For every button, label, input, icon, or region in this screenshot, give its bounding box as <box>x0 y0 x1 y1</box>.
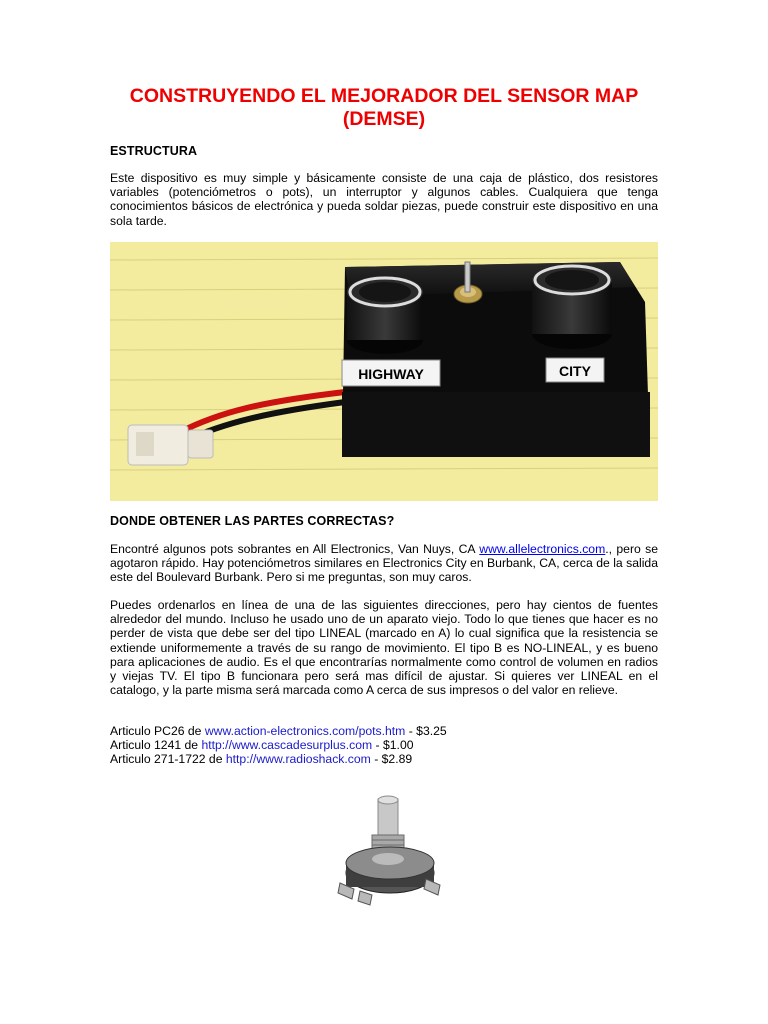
article-2-prefix: Articulo 1241 de <box>110 738 202 752</box>
article-line-3 <box>110 752 412 766</box>
paragraph-encontre-text-b: ., pero se agotaron rápido. Hay potenciómetros similares en Electronics City en Burbank, CA, cerca de la salida este del Boulevard Burbank. Pero si me preguntas, son muy caros. <box>110 542 659 585</box>
article-2-price: - $1.00 <box>372 738 414 752</box>
knob-left <box>347 276 423 354</box>
link-action-electronics[interactable]: www.action-electronics.com/pots.htm <box>204 724 406 738</box>
link-allelectronics[interactable]: www.allelectronics.com <box>479 542 606 556</box>
section-heading-estructura: ESTRUCTURA <box>110 144 198 158</box>
article-line-2 <box>110 738 414 752</box>
potentiometer-photo <box>330 795 450 910</box>
article-line-1 <box>110 724 447 738</box>
page-title: CONSTRUYENDO EL MEJORADOR DEL SENSOR MAP (DEMSE) <box>129 85 639 130</box>
article-1-prefix: Articulo PC26 de <box>110 724 205 738</box>
paragraph-encontre <box>110 542 658 585</box>
article-1-price: - $3.25 <box>405 724 447 738</box>
label-highway: HIGHWAY <box>358 366 424 382</box>
link-radioshack[interactable]: http://www.radioshack.com <box>225 752 371 766</box>
article-3-price: - $2.89 <box>370 752 413 766</box>
label-city: CITY <box>559 363 591 379</box>
paragraph-ordenar: Puedes ordenarlos en línea de una de las siguientes direcciones, pero hay cientos de fuentes alrededor del mundo. Incluso he usado uno de un aparato viejo. Todo lo que tienes que hacer es no perder de vista que debe ser del tipo LINEAL (marcado en A) lo cual significa que la resistencia se extiende uniformemente a través de su rango de movimiento. El tipo B es NO-LINEAL, y es bueno para aplicaciones de audio. Es el que encontrarías normalmente como control de volumen en radios y viejas TV. El tipo B funcionara pero será mas difícil de ajustar. Si quieres ver LINEAL en el catalogo, y la parte misma será marcada como A cerca de sus impresos o del valor en relieve. <box>110 598 658 698</box>
device-photo-svg <box>110 242 658 501</box>
device-photo <box>110 242 658 501</box>
knob-right <box>532 264 612 349</box>
paragraph-estructura: Este dispositivo es muy simple y básicamente consiste de una caja de plástico, dos resistores variables (potenciómetros o pots), un interruptor y algunos cables. Cualquiera que tenga conocimientos básicos de electrónica y pueda soldar piezas, puede construir este dispositivo en una sola tarde. <box>110 171 658 228</box>
article-3-prefix: Articulo 271-1722 de <box>110 752 226 766</box>
paragraph-encontre-text-a: Encontré algunos pots sobrantes en All Electronics, Van Nuys, CA <box>110 542 480 556</box>
link-cascadesurplus[interactable]: http://www.cascadesurplus.com <box>201 738 373 752</box>
potentiometer-svg <box>330 795 450 910</box>
section-heading-partes: DONDE OBTENER LAS PARTES CORRECTAS? <box>110 514 395 528</box>
